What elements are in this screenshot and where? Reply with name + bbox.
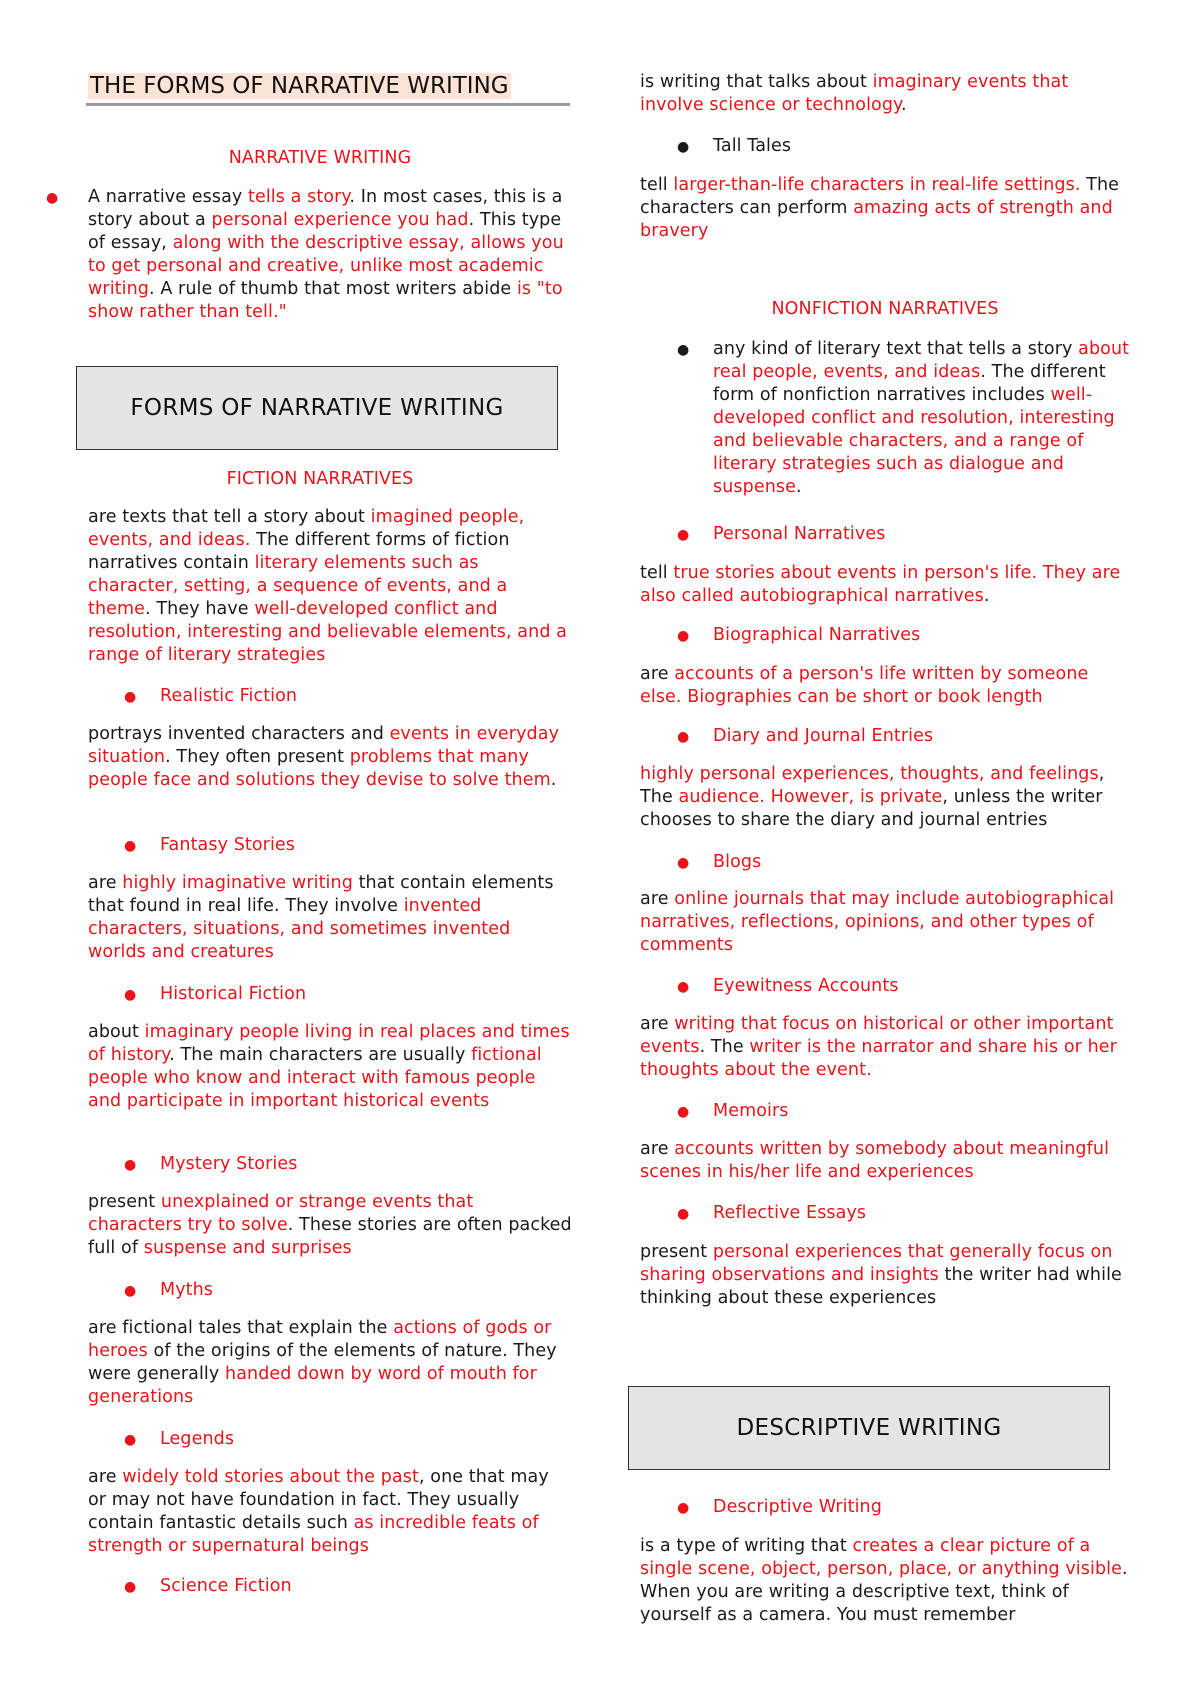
body-text: The different forms of fiction narratives contain (88, 530, 510, 573)
body-text: are (640, 889, 675, 909)
diary-journal-label: Diary and Journal Entries (713, 726, 934, 746)
body-text: . (550, 770, 557, 790)
bullet-icon: ● (677, 1206, 690, 1222)
highlighted-text: personal experiences that generally focus on sharing observations and insights (640, 1242, 1113, 1285)
descriptive-writing-text (640, 1535, 1130, 1627)
bullet-icon: ● (124, 1157, 137, 1173)
science-fiction-label: Science Fiction (160, 1576, 292, 1596)
blogs-text (640, 888, 1130, 957)
highlighted-text: is "to show rather than tell." (88, 279, 563, 322)
body-text: . (901, 95, 907, 115)
body-text: . (795, 477, 802, 497)
legends-label: Legends (160, 1429, 235, 1449)
body-text: are (640, 1139, 675, 1159)
memoirs-label: Memoirs (713, 1101, 789, 1121)
highlighted-text: well-developed conflict and resolution, interesting and believable elements, and a range of literary strategies (88, 599, 568, 665)
myths-text (88, 1317, 572, 1409)
bullet-icon: ● (677, 1500, 690, 1516)
body-text: of the origins of the elements of nature. They were generally (88, 1341, 557, 1384)
highlighted-text: as incredible feats of strength or supernatural beings (88, 1513, 539, 1556)
highlighted-text: well-developed conflict and resolution, interesting and believable characters, and a range of literary strategies such as dialogue and suspense (713, 385, 1115, 497)
body-text: are (640, 1014, 675, 1034)
bullet-icon: ● (124, 1579, 137, 1595)
mystery-stories-label: Mystery Stories (160, 1154, 298, 1174)
body-text: that contain elements that found in real life. They involve (88, 873, 554, 916)
body-text: present (88, 1192, 161, 1212)
highlighted-text: highly personal experiences, thoughts, and feelings (640, 764, 1099, 784)
tall-tales-label: Tall Tales (713, 136, 792, 156)
myths-label: Myths (160, 1280, 214, 1300)
highlighted-text: along with the descriptive essay, allows you to get personal and creative, unlike most academic writing (88, 233, 564, 299)
fiction-narratives-text (88, 506, 572, 667)
body-text: . The main characters are usually (169, 1045, 472, 1065)
bullet-icon: ● (124, 838, 137, 854)
bullet-icon: ● (124, 1432, 137, 1448)
body-text: . A rule of thumb that most writers abide (149, 279, 517, 299)
body-text: the writer had while thinking about these experiences (640, 1265, 1122, 1308)
narrative-writing-text (88, 186, 572, 324)
memoirs-text (640, 1138, 1130, 1184)
body-text: any kind of literary text that tells a story (713, 339, 1079, 359)
forms-of-narrative-writing-box (76, 366, 558, 450)
highlighted-text: handed down by word of mouth for generations (88, 1364, 537, 1407)
body-text: present (640, 1242, 713, 1262)
fantasy-stories-label: Fantasy Stories (160, 835, 296, 855)
highlighted-text: true stories about events in person's life. They are also called autobiographical narratives (640, 563, 1121, 606)
mystery-stories-text (88, 1191, 572, 1260)
body-text: The characters can perform (640, 175, 1120, 218)
personal-narratives-text (640, 562, 1130, 608)
highlighted-text: creates a clear picture of a single scene, object, person, place, or anything visible (640, 1536, 1122, 1579)
eyewitness-accounts-text (640, 1013, 1130, 1082)
body-text: tell (640, 563, 674, 583)
body-text: are (88, 1467, 123, 1487)
box-title: FORMS OF NARRATIVE WRITING (130, 395, 504, 421)
body-text: . They have (145, 599, 255, 619)
highlighted-text: problems that many people face and solutions they devise to solve them (88, 747, 551, 790)
highlighted-text: about real people, events, and ideas (713, 339, 1130, 382)
title-underline (86, 103, 570, 106)
biographical-narratives-label: Biographical Narratives (713, 625, 921, 645)
body-text: . In most cases, this is a story about a (88, 187, 563, 230)
body-text: , The (640, 764, 1105, 807)
body-text: portrays invented characters and (88, 724, 390, 744)
highlighted-text: imaginary events that involve science or technology (640, 72, 1069, 115)
body-text: . The (699, 1037, 750, 1057)
highlighted-text: accounts written by somebody about meaningful scenes in his/her life and experiences (640, 1139, 1110, 1182)
highlighted-text: imaginary people living in real places and times of history (88, 1022, 570, 1065)
bullet-icon: ● (677, 979, 690, 995)
highlighted-text: fictional people who know and interact with famous people and participate in important historical events (88, 1045, 542, 1111)
body-text: tell (640, 175, 674, 195)
body-text: . This type of essay, (88, 210, 562, 253)
highlighted-text: unexplained or strange events that characters try to solve (88, 1192, 474, 1235)
body-text: , unless the writer chooses to share the diary and journal entries (640, 787, 1103, 830)
personal-narratives-label: Personal Narratives (713, 524, 886, 544)
body-text: . These stories are often packed full of (88, 1215, 572, 1258)
realistic-fiction-text (88, 723, 572, 792)
body-text: . (983, 586, 990, 606)
body-text: , one that may or may not have foundation in fact. They usually contain fantastic details such (88, 1467, 549, 1533)
historical-fiction-label: Historical Fiction (160, 984, 307, 1004)
highlighted-text: tells a story (248, 187, 350, 207)
highlighted-text: amazing acts of strength and bravery (640, 198, 1113, 241)
eyewitness-accounts-label: Eyewitness Accounts (713, 976, 899, 996)
highlighted-text: writer is the narrator and share his or her thoughts about the event. (640, 1037, 1117, 1080)
bullet-icon: ● (677, 628, 690, 644)
highlighted-text: larger-than-life characters in real-life settings. (673, 175, 1081, 195)
narrative-writing-heading: NARRATIVE WRITING (228, 148, 412, 168)
highlighted-text: personal experience you had (211, 210, 469, 230)
bullet-icon: ● (677, 855, 690, 871)
nonfiction-narratives-text (713, 338, 1133, 499)
highlighted-text: highly imaginative writing (122, 873, 353, 893)
body-text: is a type of writing that (640, 1536, 853, 1556)
highlighted-text: literary elements such as character, setting, a sequence of events, and a theme (88, 553, 508, 619)
body-text: A narrative essay (88, 187, 249, 207)
document-title: THE FORMS OF NARRATIVE WRITING (90, 73, 509, 99)
historical-fiction-text (88, 1021, 572, 1113)
body-text: . They often present (165, 747, 350, 767)
body-text: are (640, 664, 675, 684)
biographical-narratives-text (640, 663, 1130, 709)
bullet-icon: ● (677, 139, 690, 155)
bullet-icon: ● (124, 987, 137, 1003)
descriptive-writing-label: Descriptive Writing (713, 1497, 882, 1517)
bullet-icon: ● (677, 729, 690, 745)
body-text: are (88, 873, 123, 893)
highlighted-text: invented characters, situations, and sometimes invented worlds and creatures (88, 896, 511, 962)
highlighted-text: widely told stories about the past (122, 1467, 419, 1487)
highlighted-text: events in everyday situation (88, 724, 560, 767)
highlighted-text: imagined people, events, and ideas. (88, 507, 525, 550)
tall-tales-text (640, 174, 1130, 243)
bullet-icon: ● (124, 1283, 137, 1299)
body-text: . The different form of nonfiction narratives includes (713, 362, 1106, 405)
realistic-fiction-label: Realistic Fiction (160, 686, 298, 706)
bullet-icon: ● (677, 1104, 690, 1120)
blogs-label: Blogs (713, 852, 762, 872)
fiction-narratives-heading: FICTION NARRATIVES (226, 469, 414, 489)
highlighted-text: online journals that may include autobiographical narratives, reflections, opinions, and other types of comments (640, 889, 1115, 955)
box-title: DESCRIPTIVE WRITING (736, 1415, 1002, 1441)
legends-text (88, 1466, 572, 1558)
highlighted-text: audience. However, is private (678, 787, 943, 807)
reflective-essays-text (640, 1241, 1130, 1310)
body-text: about (88, 1022, 145, 1042)
bullet-icon: ● (124, 689, 137, 705)
highlighted-text: writing that focus on historical or other important events (640, 1014, 1114, 1057)
body-text: . When you are writing a descriptive text, think of yourself as a camera. You must remember (640, 1559, 1128, 1625)
bullet-icon: ● (677, 342, 690, 358)
highlighted-text: actions of gods or heroes (88, 1318, 552, 1361)
highlighted-text: accounts of a person's life written by someone else. Biographies can be short or book length (640, 664, 1089, 707)
diary-journal-text (640, 763, 1130, 832)
fantasy-stories-text (88, 872, 572, 964)
descriptive-writing-box (628, 1386, 1110, 1470)
nonfiction-narratives-heading: NONFICTION NARRATIVES (771, 299, 999, 319)
body-text: are fictional tales that explain the (88, 1318, 394, 1338)
reflective-essays-label: Reflective Essays (713, 1203, 867, 1223)
highlighted-text: suspense and surprises (143, 1238, 352, 1258)
body-text: is writing that talks about (640, 72, 873, 92)
bullet-icon: ● (46, 190, 59, 206)
science-fiction-text (640, 71, 1120, 117)
bullet-icon: ● (677, 527, 690, 543)
body-text: are texts that tell a story about (88, 507, 371, 527)
